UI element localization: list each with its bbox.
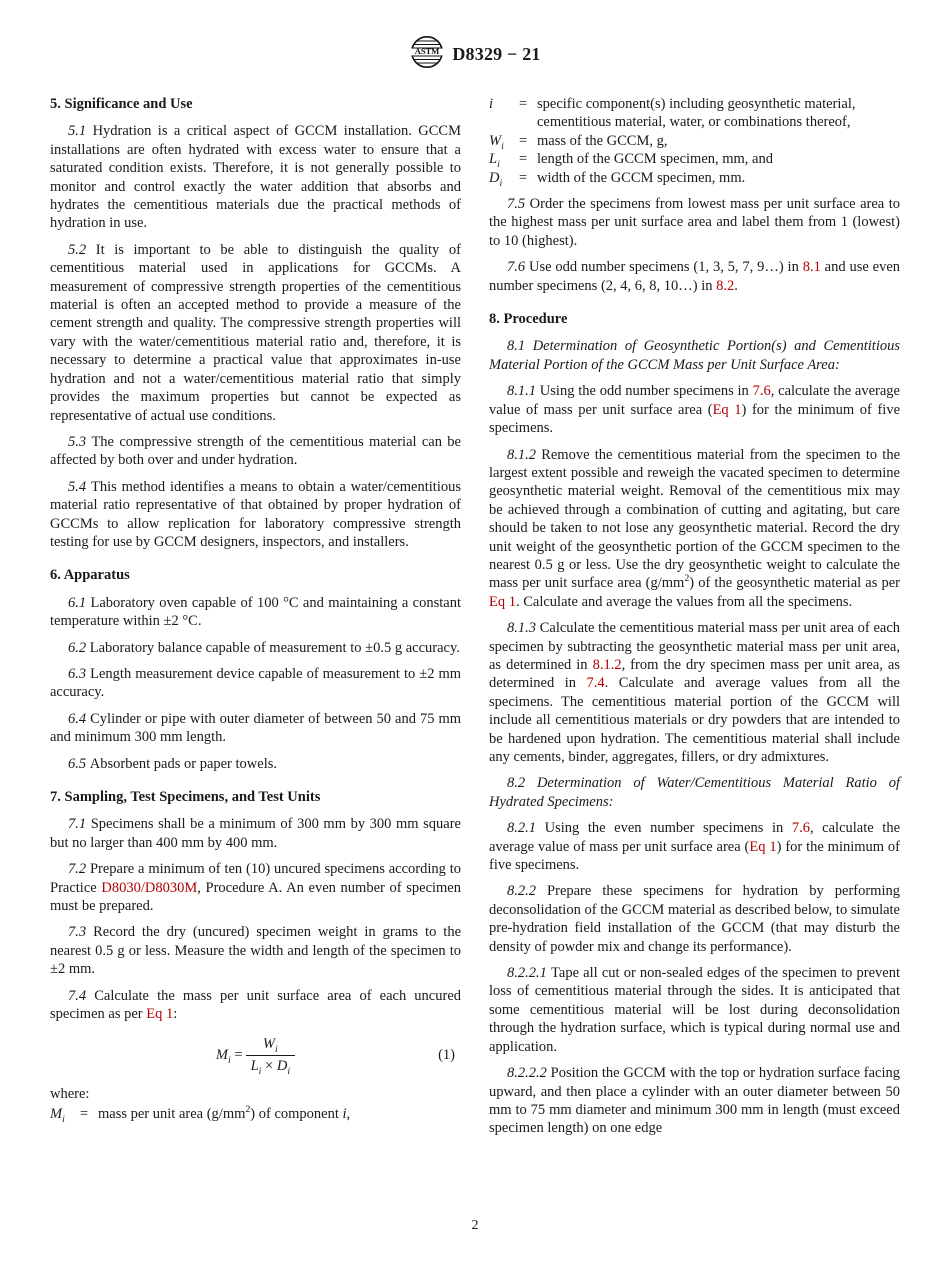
document-header — [50, 34, 900, 75]
ref-link[interactable]: 7.6 — [752, 383, 771, 400]
paragraph: 6.4 Cylinder or pipe with outer diameter of between 50 and 75 mm and minimum 300 mm length. — [50, 710, 461, 746]
fraction: $\frac{W_i}{L_i \times D_i}$ — [246, 1035, 296, 1074]
definition-row — [489, 150, 900, 171]
equals-sign: = — [519, 169, 528, 186]
definition-symbol: $W_i$ — [489, 132, 504, 152]
section-heading: 7. Sampling, Test Specimens, and Test Units — [50, 789, 321, 805]
paragraph: 8.1.1 Using the odd number specimens in 7.6, calculate the average value of mass per unit surface area (Eq 1) for the minimum of five specimens. — [489, 383, 901, 437]
left-column — [50, 95, 461, 1146]
ref-link[interactable]: 8.1 — [802, 259, 821, 276]
equals-sign: = — [80, 1106, 89, 1123]
paragraph: 5.1 Hydration is a critical aspect of GCCM installation. GCCM installations are often hydrated with excess water to ensure that a saturated condition exists. Therefore, it is not generally possible to monitor and control exactly the water addition that absorbs and hydrates the cementitious materials due the practical methods of hydration in use. — [50, 123, 461, 232]
equals-sign: = — [519, 132, 528, 149]
ref-link[interactable]: Eq 1 — [146, 1006, 174, 1023]
paragraph: 8.2 Determination of Water/Cementitious Material Ratio of Hydrated Specimens: — [489, 775, 900, 810]
equation-number: (1) — [438, 1047, 455, 1064]
ref-link[interactable]: Eq 1 — [749, 838, 777, 855]
definition-row — [489, 169, 900, 187]
paragraph: 6.5 Absorbent pads or paper towels. — [68, 755, 277, 772]
section-heading: 6. Apparatus — [50, 567, 130, 584]
paragraph: 7.1 Specimens shall be a minimum of 300 mm by 300 mm square but no larger than 400 mm by 400 mm. — [50, 816, 461, 851]
paragraph: 5.2 It is important to be able to distinguish the quality of cementitious material used in applications for GCCMs. A measurement of compressive strength properties of the cementitious material is often an accepted method to provide a measure of the cement strength and quality. The compressive strength properties will vary with the water/cementitious material ratio and, therefore, it is necessary to determine a practical value that approximates in-use hydration and not a water/cementitious material ratio that simply provides the maximum properties but cannot be expected as representative of actual use conditions. — [50, 241, 462, 424]
paragraph: 7.3 Record the dry (uncured) specimen weight in grams to the nearest 0.5 g or less. Measure the width and length of the specimen to ±2 mm. — [50, 924, 461, 978]
paragraph: 6.1 Laboratory oven capable of 100 °C and maintaining a constant temperature within ±2 °C. — [50, 594, 461, 630]
definition-list — [489, 95, 900, 187]
definition-list — [50, 1104, 461, 1126]
definition-row — [489, 132, 900, 150]
definition-text: mass per unit area $(g/mm^2)$ of component i, — [98, 1104, 351, 1123]
paragraph: 8.2.2 Prepare these specimens for hydration by performing deconsolidation of the GCCM material as described below, to simulate pre-hydration field installation of the GCCM (that may disturb the density of powder mix and change its performance). — [489, 883, 900, 955]
paragraph: 8.1 Determination of Geosynthetic Portion(s) and Cementitious Material Portion of the GCCM Mass per Unit Surface Area: — [489, 338, 901, 373]
definition-text: width of the GCCM specimen, mm. — [537, 169, 746, 186]
ref-link[interactable]: 7.4 — [586, 675, 605, 692]
paragraph: 5.3 The compressive strength of the cementitious material can be affected by both over and under hydration. — [50, 433, 461, 469]
definition-row — [50, 1104, 461, 1126]
paragraph: where: — [50, 1085, 90, 1102]
definition-text: length of the GCCM specimen, mm, and — [537, 151, 773, 168]
content-columns — [50, 95, 900, 1146]
equals-sign: = — [519, 151, 528, 168]
paragraph: 8.2.2.2 Position the GCCM with the top or hydration surface facing upward, and then place a cylinder with an outer diameter between 50 mm to 75 mm diameter and minimum 300 mm in length (must exceed specimen length) on one edge — [489, 1065, 900, 1137]
definition-row — [489, 95, 900, 132]
ref-link[interactable]: D8030/D8030M — [101, 879, 198, 896]
section-heading: 8. Procedure — [489, 311, 568, 328]
paragraph: 7.4 Calculate the mass per unit surface area of each uncured specimen as per Eq 1: — [50, 987, 462, 1023]
paragraph: 6.3 Length measurement device capable of measurement to ±2 mm accuracy. — [50, 665, 461, 701]
paragraph: 6.2 Laboratory balance capable of measurement to ±0.5 g accuracy. — [68, 639, 460, 656]
definition-text: mass of the GCCM, g, — [537, 132, 668, 149]
equation: $M_i$ = $\frac{W_i}{L_i \times D_i}$ (1) — [215, 1036, 455, 1077]
paragraph: 8.2.1 Using the even number specimens in 7.6, calculate the average value of mass per unit surface area (Eq 1) for the minimum of five specimens. — [489, 820, 901, 874]
ref-link[interactable]: 8.2 — [716, 277, 735, 294]
paragraph: 8.1.3 Calculate the cementitious material mass per unit area of each specimen by subtracting the geosynthetic material mass per unit area, as determined in 8.1.2, from the dry specimen mass per unit area, as determined in 7.4. Calculate and average values from all the specimens. The cementitious material portion of the GCCM will include all cementitious materials or dry powders that are intended to be hardened upon hydration. The cementitious material shall include any cements, binder, aggregates, fillers, or dry admixtures. — [489, 620, 901, 765]
section-heading: 5. Significance and Use — [50, 96, 193, 112]
astm-logo-text: ASTM — [415, 46, 440, 57]
ref-link[interactable]: Eq 1 — [712, 401, 742, 418]
paragraph: 8.2.2.1 Tape all cut or non-sealed edges of the specimen to prevent loss of cementitious material through the sides. It is anticipated that some cementitious material will be lost during deconsolidation through the hydration surface, which is typical during normal use and application. — [489, 965, 901, 1055]
definition-symbol: $D_i$ — [489, 169, 503, 189]
ref-link[interactable]: 8.1.2 — [592, 656, 622, 673]
ref-link[interactable]: Eq 1 — [489, 593, 516, 610]
paragraph: 8.1.2 Remove the cementitious material from the specimen to the largest extent possible and reweigh the vacated specimen to determine geosynthetic material weight. Removal of the cementitious mix may be achieved through a combination of cutting and agitating, but care should be taken to not lose any geosynthetic material. Record the dry unit weight of the geosynthetic portion of the GCCM specimen to the nearest 0.5 g or less. Use the dry geosynthetic weight to calculate the mass per unit surface area $(g/mm^2)$ of the geosynthetic material as per Eq 1. Calculate and average the values from all the specimens. — [489, 446, 901, 610]
paragraph: 7.2 Prepare a minimum of ten (10) uncured specimens according to Practice D8030/D8030M, Procedure A. An even number of specimen must be prepared. — [50, 861, 461, 915]
page-footer — [0, 1218, 950, 1234]
paragraph: 7.6 Use odd number specimens (1, 3, 5, 7, 9…) in 8.1 and use even number specimens (2, 4, 6, 8, 10…) in 8.2. — [489, 259, 901, 294]
ref-link[interactable]: 7.6 — [791, 820, 810, 837]
definition-symbol: $L_i$ — [489, 151, 500, 171]
paragraph: 5.4 This method identifies a means to obtain a water/cementitious material ratio representative of that obtained by proper hydration of GCCMs to allow replication for laboratory compressive strength testing for use by GCCM designers, inspectors, and installers. — [50, 478, 461, 550]
doc-code: D8329 − 21 — [452, 44, 541, 64]
paragraph: 7.5 Order the specimens from lowest mass per unit surface area to the highest mass per unit surface area and label them from 1 (lowest) to 10 (highest). — [489, 196, 900, 249]
definition-symbol: i — [489, 96, 494, 112]
definition-symbol: $M_i$ — [50, 1106, 65, 1126]
astm-logo-icon — [409, 34, 445, 75]
equals-sign: = — [519, 96, 528, 112]
definition-text: specific component(s) including geosynthetic material, cementitious material, water, or combinations thereof, — [537, 96, 856, 131]
page-number: 2 — [471, 1218, 479, 1233]
right-column — [489, 95, 900, 1146]
